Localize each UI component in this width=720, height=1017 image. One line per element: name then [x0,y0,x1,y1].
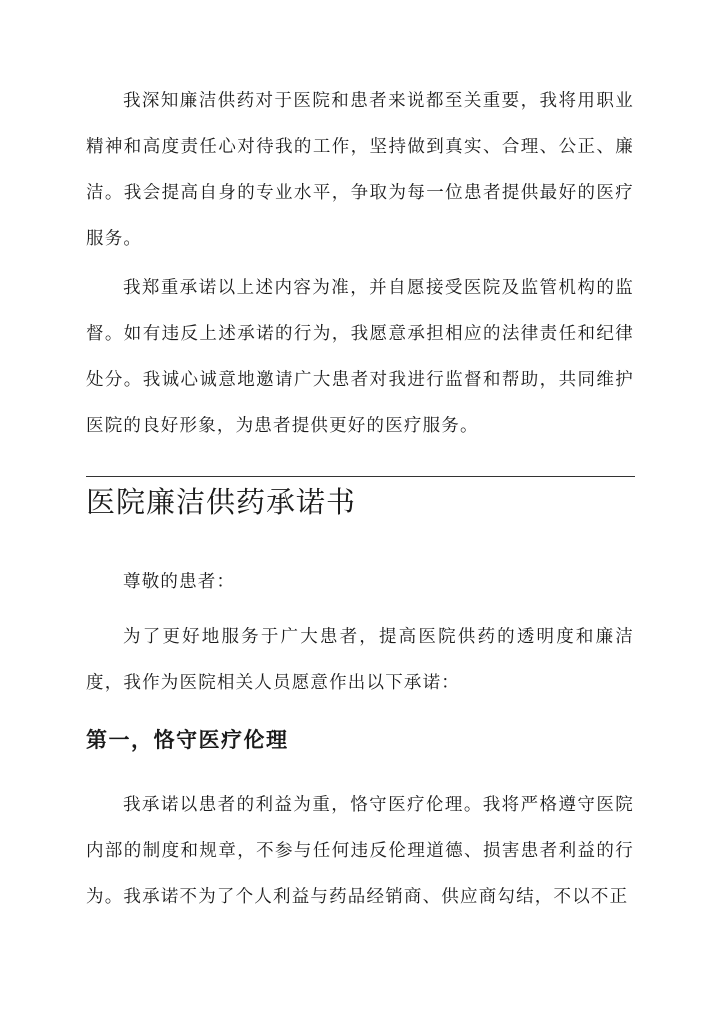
document-title: 医院廉洁供药承诺书 [86,485,357,519]
intro-paragraph-1: 我深知廉洁供药对于医院和患者来说都至关重要，我将用职业精神和高度责任心对待我的工作，坚持做到真实、合理、公正、廉洁。我会提高自身的专业水平，争取为每一位患者提供最好的医疗服务。 [86,91,634,249]
section-1-paragraph: 我承诺以患者的利益为重，恪守医疗伦理。我将严格遵守医院内部的制度和规章，不参与任何违反伦理道德、损害患者利益的行为。我承诺不为了个人利益与药品经销商、供应商勾结，不以不正 [86,795,634,907]
intro-paragraph-2: 我郑重承诺以上述内容为准，并自愿接受医院及监管机构的监督。如有违反上述承诺的行为，我愿意承担相应的法律责任和纪律处分。我诚心诚意地邀请广大患者对我进行监督和帮助，共同维护医院的良好形象，为患者提供更好的医疗服务。 [86,278,634,436]
greeting: 尊敬的患者： [123,572,236,592]
section-divider [86,476,635,477]
opening-paragraph: 为了更好地服务于广大患者，提高医院供药的透明度和廉洁度，我作为医院相关人员愿意作出以下承诺： [86,627,634,693]
section-heading-1: 第一，恪守医疗伦理 [86,727,289,752]
